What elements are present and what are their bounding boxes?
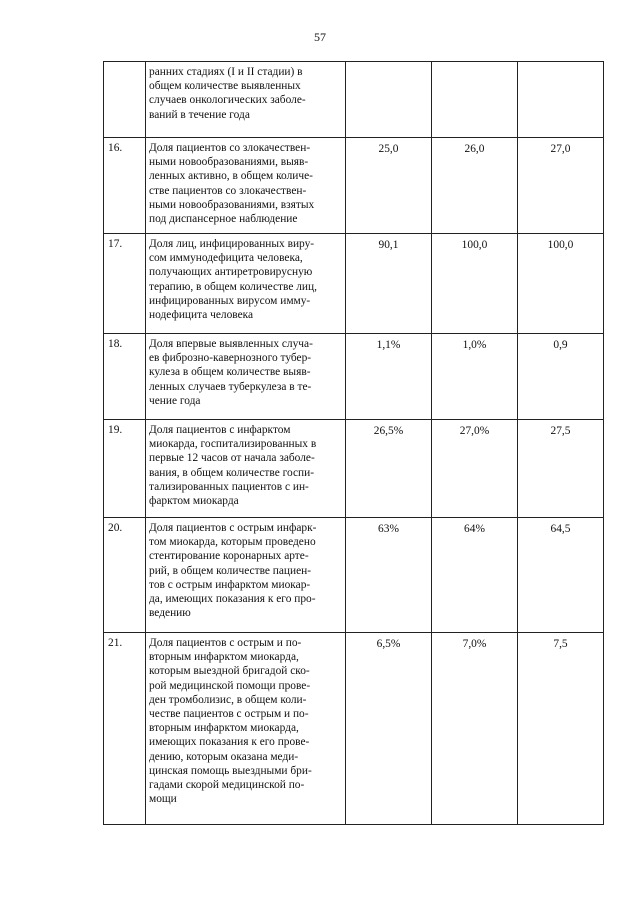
value-2020: 100,0 xyxy=(432,234,518,334)
value-2019: 63% xyxy=(346,518,432,633)
indicator-text: ранних стадиях (I и II стадии) в общем количестве выявленных случаев онкологических заболе- ваний в течение года xyxy=(149,66,306,121)
indicator-name xyxy=(146,138,346,234)
indicator-name xyxy=(146,633,346,825)
indicators-table xyxy=(103,61,604,825)
row-number: 21. xyxy=(104,633,146,825)
value-2021: 100,0 xyxy=(518,234,604,334)
indicator-text: Доля лиц, инфицированных виру- сом иммунодефицита человека, получающих антиретровирусную терапию, в общем количестве лиц, инфицированных вирусом имму- нодефицита человека xyxy=(149,238,317,322)
table-row xyxy=(104,62,604,138)
value-2021 xyxy=(518,62,604,138)
value-2019: 25,0 xyxy=(346,138,432,234)
row-number: 17. xyxy=(104,234,146,334)
value-2020: 1,0% xyxy=(432,334,518,420)
row-number: 18. xyxy=(104,334,146,420)
value-2019: 1,1% xyxy=(346,334,432,420)
indicator-text: Доля пациентов с острым инфарк- том миокарда, которым проведено стентирование коронарных арте- рий, в общем количестве пациен- тов с острым инфарктом миокар- да, имеющих показания к его про- ведению xyxy=(149,522,317,620)
value-2020: 7,0% xyxy=(432,633,518,825)
indicator-name xyxy=(146,234,346,334)
table-row xyxy=(104,138,604,234)
table-row xyxy=(104,420,604,518)
table-row xyxy=(104,518,604,633)
indicator-text: Доля впервые выявленных случа- ев фиброзно-кавернозного тубер- кулеза в общем количестве выяв- ленных случаев туберкулеза в те- чение года xyxy=(149,338,313,407)
value-2020 xyxy=(432,62,518,138)
row-number: 19. xyxy=(104,420,146,518)
row-number: 20. xyxy=(104,518,146,633)
page-number: 57 xyxy=(314,30,326,44)
value-2019 xyxy=(346,62,432,138)
value-2021: 64,5 xyxy=(518,518,604,633)
indicator-name xyxy=(146,62,346,138)
indicator-name xyxy=(146,420,346,518)
row-number: 16. xyxy=(104,138,146,234)
value-2019: 6,5% xyxy=(346,633,432,825)
value-2020: 27,0% xyxy=(432,420,518,518)
table-row xyxy=(104,633,604,825)
indicator-text: Доля пациентов с острым и по- вторным инфарктом миокарда, которым выездной бригадой ско- рой медицинской помощи прове- ден тромболизис, в общем коли- честве пациентов с острым и по- вторным инфарктом миокарда, имеющих показания к его прове- дению, которым оказана меди- цинская помощь выездными бри- гадами скорой медицинской по- мощи xyxy=(149,637,312,806)
row-number xyxy=(104,62,146,138)
value-2019: 26,5% xyxy=(346,420,432,518)
indicator-text: Доля пациентов с инфарктом миокарда, госпитализированных в первые 12 часов от начала заболе- вания, в общем количестве госпи- тализированных пациентов с ин- фарктом миокарда xyxy=(149,424,317,508)
indicator-text: Доля пациентов со злокачествен- ными новообразованиями, выяв- ленных активно, в общем количе- стве пациентов со злокачествен- ными новообразованиями, взятых под диспансерное наблюдение xyxy=(149,142,315,226)
value-2021: 7,5 xyxy=(518,633,604,825)
value-2021: 0,9 xyxy=(518,334,604,420)
value-2020: 64% xyxy=(432,518,518,633)
indicator-name xyxy=(146,334,346,420)
value-2021: 27,5 xyxy=(518,420,604,518)
indicator-name xyxy=(146,518,346,633)
table-row xyxy=(104,334,604,420)
table-row xyxy=(104,234,604,334)
value-2019: 90,1 xyxy=(346,234,432,334)
value-2020: 26,0 xyxy=(432,138,518,234)
value-2021: 27,0 xyxy=(518,138,604,234)
